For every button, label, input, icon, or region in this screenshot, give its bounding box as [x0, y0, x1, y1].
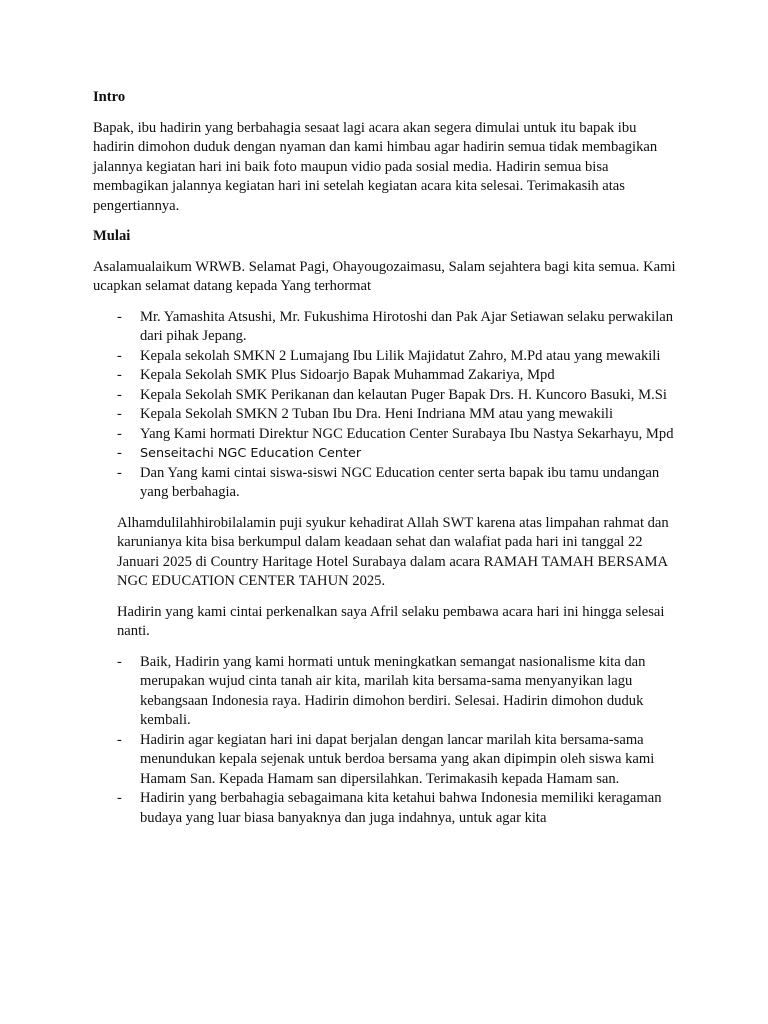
list-item: - Kepala Sekolah SMKN 2 Tuban Ibu Dra. Heni Indriana MM atau yang mewakili — [117, 406, 613, 422]
intro-heading: Intro — [93, 89, 126, 105]
list-item-text: Hadirin yang berbahagia sebagaimana kita ketahui bahwa Indonesia memiliki keragaman budaya yang luar biasa banyaknya dan juga indahnya, untuk agar kita — [140, 790, 662, 826]
list-item: - Senseitachi NGC Education Center — [117, 445, 362, 461]
list-item: - Dan Yang kami cintai siswa-siswi NGC Education center serta bapak ibu tamu undangan yang berbahagia. — [117, 464, 660, 500]
list-item: - Mr. Yamashita Atsushi, Mr. Fukushima Hirotoshi dan Pak Ajar Setiawan selaku perwakilan dari pihak Jepang. — [117, 308, 674, 344]
list-item-text: Senseitachi NGC Education Center — [140, 446, 362, 461]
greeting-paragraph: Asalamualaikum WRWB. Selamat Pagi, Ohayougozaimasu, Salam sejahtera bagi kita semua. Kami ucapkan selamat datang kepada Yang terhormat — [93, 258, 676, 294]
list-item-text: Yang Kami hormati Direktur NGC Education Center Surabaya Ibu Nastya Sekarhayu, Mpd — [140, 425, 674, 442]
list-item-text: Kepala Sekolah SMK Perikanan dan kelautan Puger Bapak Drs. H. Kuncoro Basuki, M.Si — [140, 386, 667, 403]
honorees-list — [93, 308, 678, 503]
introduction-paragraph: Hadirin yang kami cintai perkenalkan saya Afril selaku pembawa acara hari ini hingga selesai nanti. — [117, 603, 665, 639]
list-item: - Kepala sekolah SMKN 2 Lumajang Ibu Lilik Majidatut Zahro, M.Pd atau yang mewakili — [117, 347, 661, 364]
list-item-text: Kepala Sekolah SMKN 2 Tuban Ibu Dra. Heni Indriana MM atau yang mewakili — [140, 406, 613, 422]
list-item: - Hadirin yang berbahagia sebagaimana kita ketahui bahwa Indonesia memiliki keragaman budaya yang luar biasa banyaknya dan juga indahnya, untuk agar kita — [117, 790, 662, 826]
list-item-text: Dan Yang kami cintai siswa-siswi NGC Education center serta bapak ibu tamu undangan yang berbahagia. — [140, 464, 660, 500]
list-item-text: Kepala sekolah SMKN 2 Lumajang Ibu Lilik Majidatut Zahro, M.Pd atau yang mewakili — [140, 347, 661, 364]
list-item-text: Baik, Hadirin yang kami hormati untuk meningkatkan semangat nasionalisme kita dan merupakan wujud cinta tanah air kita, marilah kita bersama-sama menyanyikan lagu kebangsaan Indonesia raya. Hadirin dimohon berdiri. Selesai. Hadirin dimohon duduk kembali. — [140, 653, 646, 728]
list-item: - Hadirin agar kegiatan hari ini dapat berjalan dengan lancar marilah kita bersama-sama menundukan kepala sejenak untuk berdoa bersama yang akan dipimpin oleh siswa kami Hamam San. Kepada Hamam san dipersilahkan. Terimakasih kepada Hamam san. — [117, 731, 655, 787]
document-body — [93, 88, 678, 839]
list-item-text: Hadirin agar kegiatan hari ini dapat berjalan dengan lancar marilah kita bersama-sama menundukan kepala sejenak untuk berdoa bersama yang akan dipimpin oleh siswa kami Hamam San. Kepada Hamam san dipersilahkan. Terimakasih kepada Hamam san. — [140, 731, 655, 787]
list-item-text: Mr. Yamashita Atsushi, Mr. Fukushima Hirotoshi dan Pak Ajar Setiawan selaku perwakilan dari pihak Jepang. — [140, 308, 674, 344]
list-item-text: Kepala Sekolah SMK Plus Sidoarjo Bapak Muhammad Zakariya, Mpd — [140, 367, 555, 383]
mulai-heading: Mulai — [93, 228, 131, 244]
agenda-list — [93, 653, 678, 829]
list-item: - Kepala Sekolah SMK Plus Sidoarjo Bapak Muhammad Zakariya, Mpd — [117, 367, 555, 383]
list-item: - Baik, Hadirin yang kami hormati untuk meningkatkan semangat nasionalisme kita dan merupakan wujud cinta tanah air kita, marilah kita bersama-sama menyanyikan lagu kebangsaan Indonesia raya. Hadirin dimohon berdiri. Selesai. Hadirin dimohon duduk kembali. — [117, 653, 646, 728]
intro-paragraph: Bapak, ibu hadirin yang berbahagia sesaat lagi acara akan segera dimulai untuk itu bapak ibu hadirin dimohon duduk dengan nyaman dan kami himbau agar hadirin semua tidak membagikan jalannya kegiatan hari ini baik foto maupun vidio pada sosial media. Hadirin semua bisa membagikan jalannya kegiatan hari ini setelah kegiatan acara kita selesai. Terimakasih atas pengertiannya. — [93, 119, 658, 214]
list-item: - Kepala Sekolah SMK Perikanan dan kelautan Puger Bapak Drs. H. Kuncoro Basuki, M.Si — [117, 386, 667, 403]
list-item: - Yang Kami hormati Direktur NGC Education Center Surabaya Ibu Nastya Sekarhayu, Mpd — [117, 425, 674, 442]
gratitude-paragraph: Alhamdulilahhirobilalamin puji syukur kehadirat Allah SWT karena atas limpahan rahmat dan karunianya kita bisa berkumpul dalam keadaan sehat dan walafiat pada hari ini tanggal 22 Januari 2025 di Country Haritage Hotel Surabaya dalam acara RAMAH TAMAH BERSAMA NGC EDUCATION CENTER TAHUN 2025. — [117, 514, 669, 589]
